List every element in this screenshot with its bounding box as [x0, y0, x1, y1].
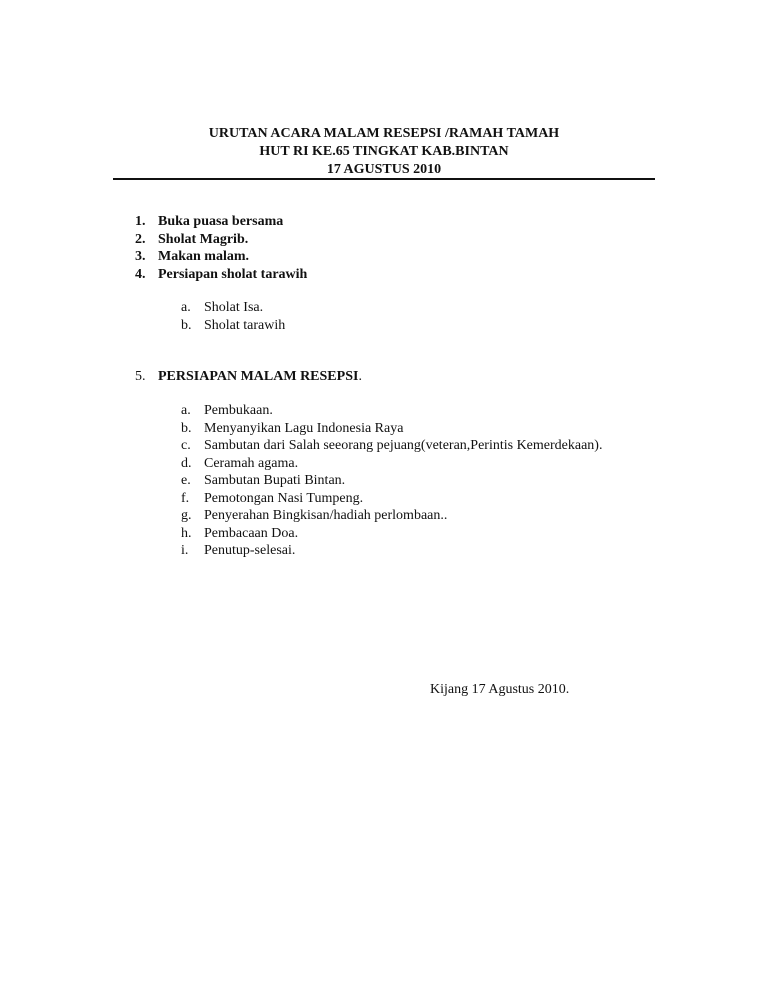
- sub-item-text: Sholat Isa.: [204, 300, 264, 315]
- sub-list-item: [0, 526, 768, 544]
- item-text: Makan malam.: [158, 249, 249, 264]
- item-number: 2.: [135, 231, 146, 247]
- sub-list-item: [0, 508, 768, 526]
- sub-item-letter: i.: [181, 543, 189, 558]
- sub-list-item: [0, 421, 768, 439]
- sub-list-item: [0, 318, 768, 336]
- sub-list-item: [0, 403, 768, 421]
- list-item: [0, 232, 768, 250]
- item-number: 3.: [135, 249, 146, 264]
- sub-list-item: [0, 491, 768, 509]
- list-item: [0, 249, 768, 267]
- item-number: 4.: [135, 266, 146, 282]
- item-text: Sholat Magrib.: [158, 231, 249, 247]
- sub-list-item: [0, 438, 768, 456]
- sub-item-text: Menyanyikan Lagu Indonesia Raya: [204, 420, 404, 436]
- sub-item-text: Penyerahan Bingkisan/hadiah perlombaan..: [204, 508, 448, 523]
- item-text: Persiapan sholat tarawih: [158, 266, 308, 282]
- section-heading: PERSIAPAN MALAM RESEPSI: [158, 369, 359, 384]
- sub-item-letter: h.: [181, 525, 192, 541]
- sub-item-text: Pembacaan Doa.: [204, 525, 299, 541]
- sub-list-item: [0, 300, 768, 318]
- sub-item-text: Ceramah agama.: [204, 455, 299, 471]
- sub-item-letter: a.: [181, 300, 191, 315]
- sub-item-letter: b.: [181, 317, 192, 333]
- item-text: Buka puasa bersama: [158, 214, 284, 229]
- sub-list-item: [0, 473, 768, 491]
- item-number: 5.: [135, 369, 146, 384]
- document-subtitle: HUT RI KE.65 TINGKAT KAB.BINTAN: [259, 144, 509, 159]
- sub-item-letter: g.: [181, 508, 192, 523]
- closing-place-date: Kijang 17 Agustus 2010.: [430, 682, 570, 697]
- list-item: [0, 267, 768, 285]
- document-date: 17 AGUSTUS 2010: [326, 162, 442, 177]
- heading-period: .: [358, 369, 362, 384]
- list-item-5: [0, 369, 768, 387]
- sub-item-text: Sambutan Bupati Bintan.: [204, 473, 346, 488]
- sub-item-letter: e.: [181, 473, 191, 488]
- list-item: [0, 214, 768, 232]
- sub-item-text: Pembukaan.: [204, 403, 273, 418]
- sub-item-letter: f.: [181, 490, 190, 506]
- sub-item-letter: c.: [181, 438, 191, 453]
- sub-item-text: Pemotongan Nasi Tumpeng.: [204, 490, 364, 506]
- sub-list-item: [0, 543, 768, 561]
- sub-item-letter: d.: [181, 455, 192, 471]
- document-title: URUTAN ACARA MALAM RESEPSI /RAMAH TAMAH: [208, 126, 560, 141]
- sub-list-item: [0, 456, 768, 474]
- sub-item-letter: a.: [181, 403, 191, 418]
- sub-item-text: Sambutan dari Salah seeorang pejuang(veteran,Perintis Kemerdekaan).: [204, 438, 603, 453]
- header-divider: [113, 178, 655, 180]
- sub-item-text: Sholat tarawih: [204, 317, 286, 333]
- sub-item-text: Penutup-selesai.: [204, 543, 296, 558]
- item-number: 1.: [135, 214, 146, 229]
- sub-item-letter: b.: [181, 420, 192, 436]
